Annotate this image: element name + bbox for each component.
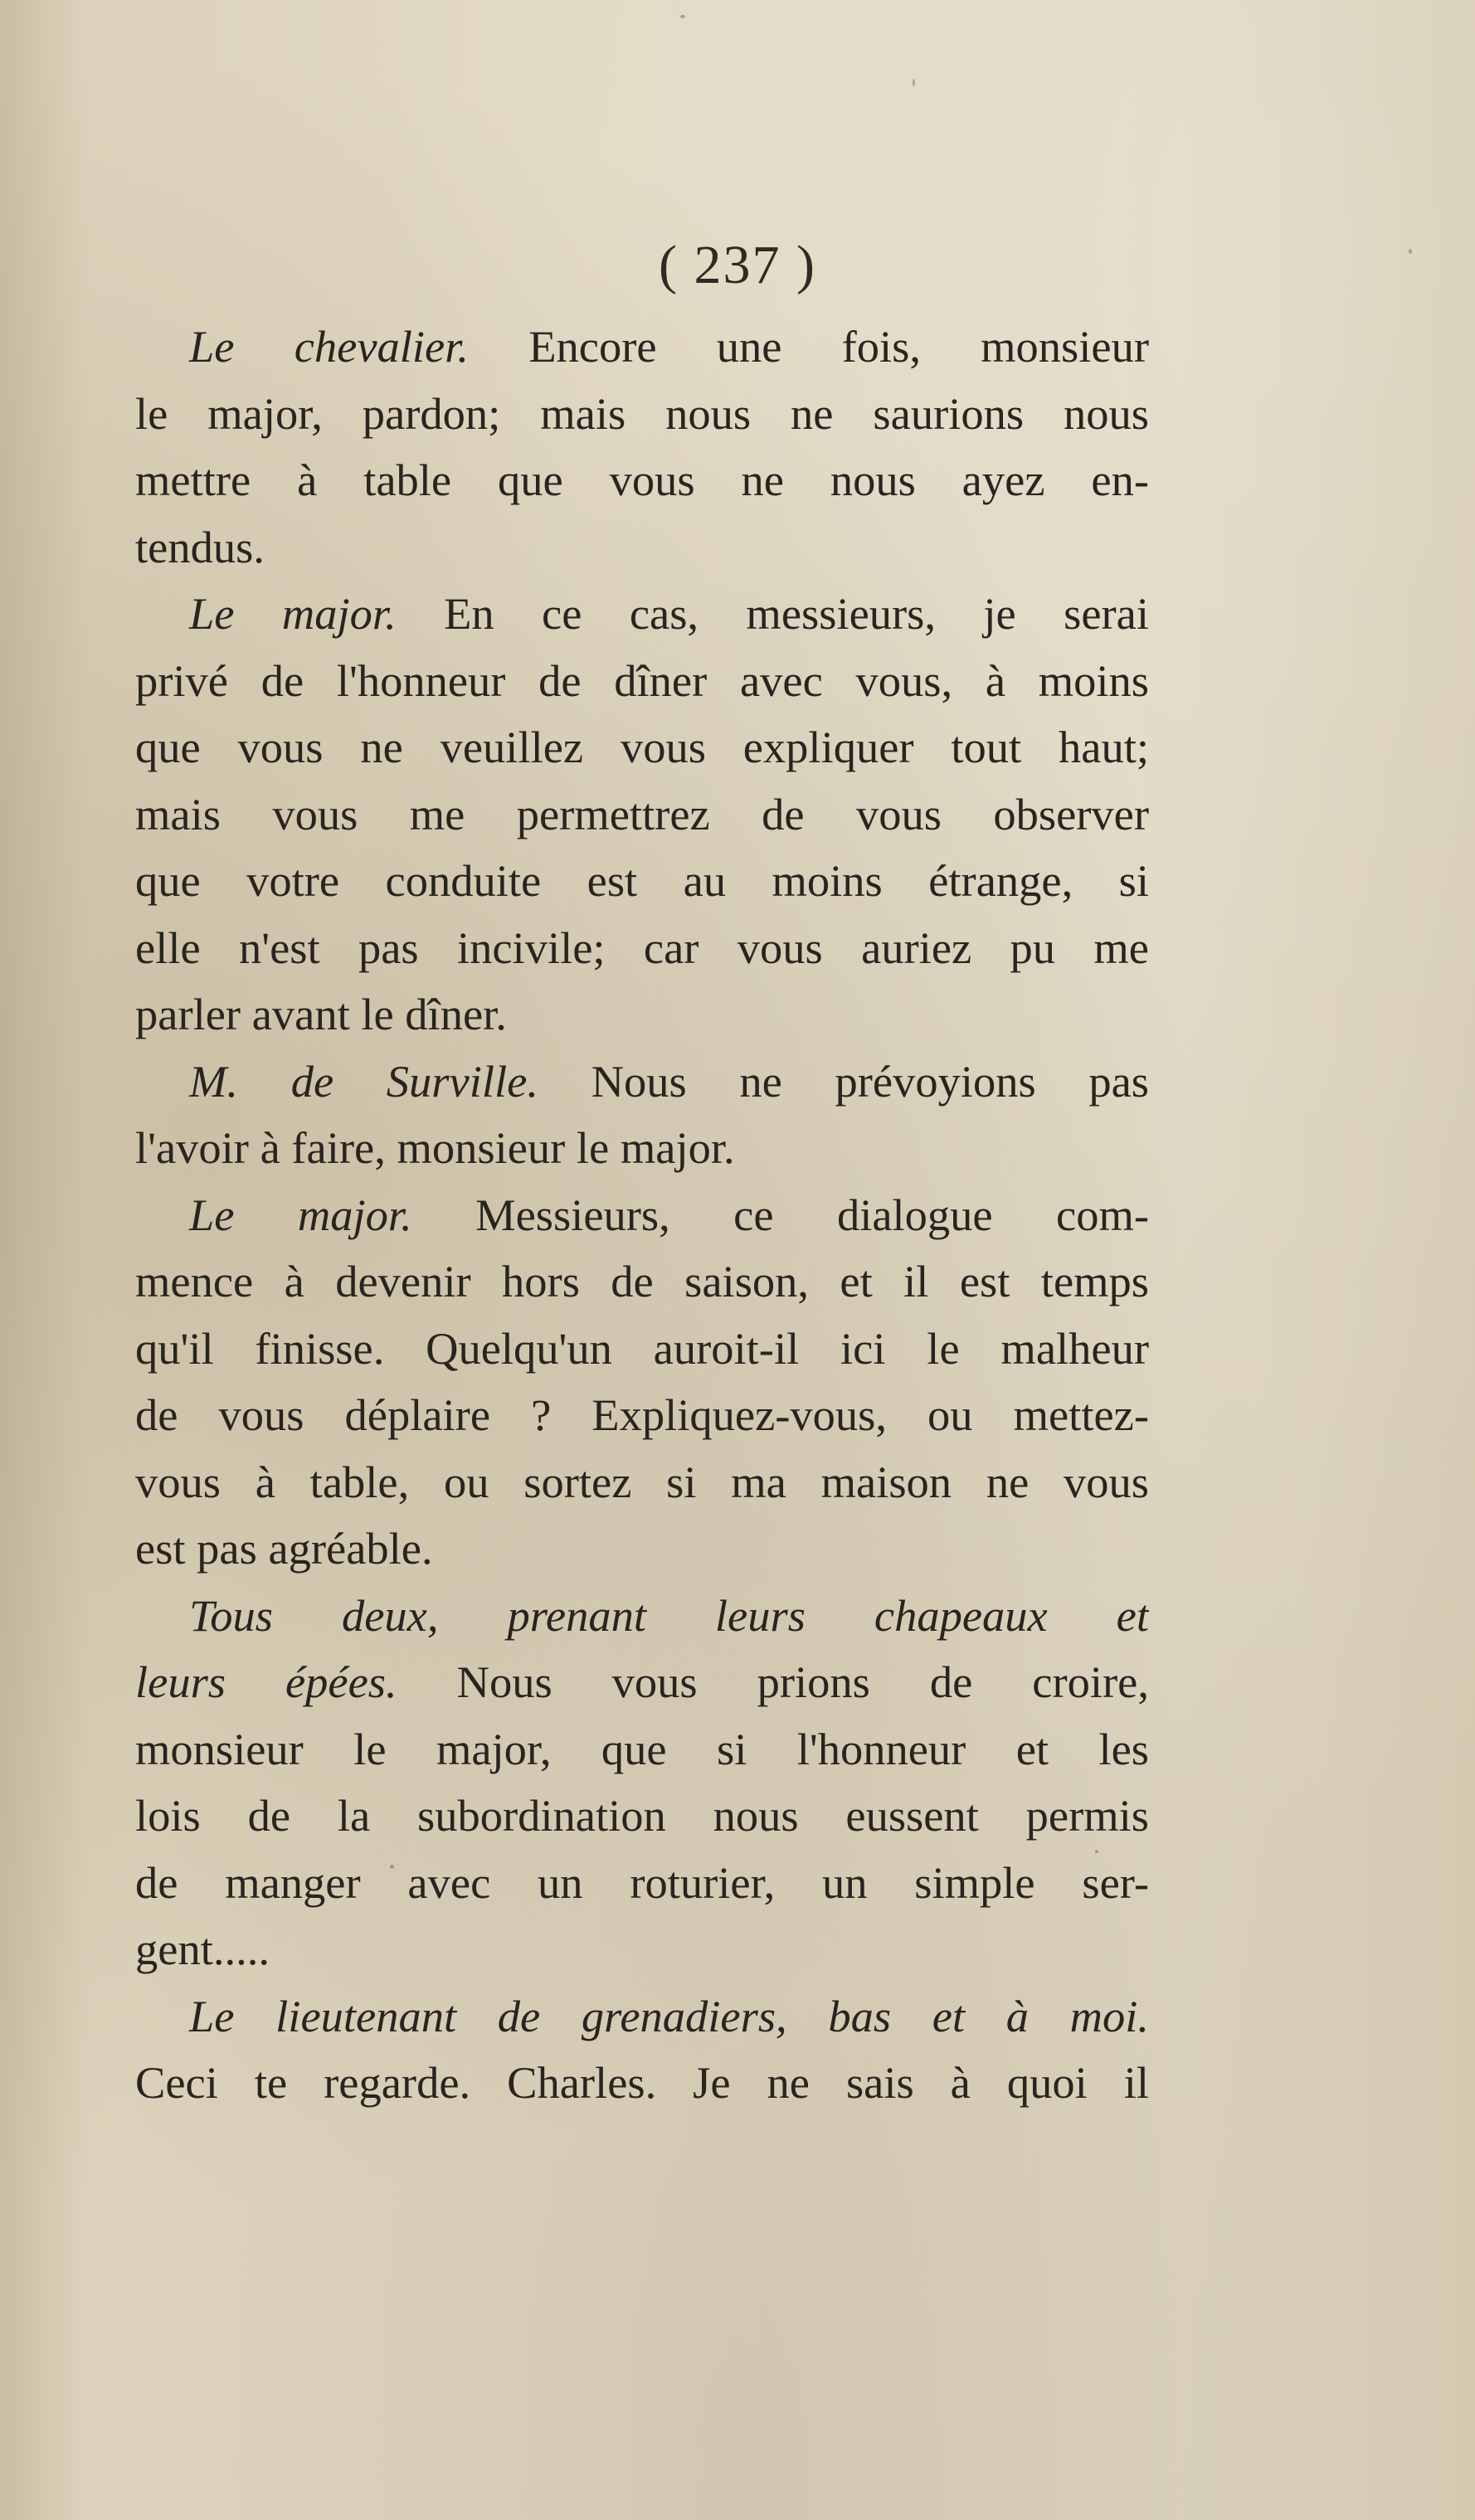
text-line <box>135 1649 1149 1716</box>
text-line <box>135 1048 1149 1116</box>
text-line <box>135 314 1149 381</box>
line-text: qu'il finisse. Quelqu'un auroit-il ici le malheur <box>135 1322 1149 1374</box>
line-text: Encore une fois, monsieur <box>469 321 1149 372</box>
text-line <box>135 1983 1149 2051</box>
text-line <box>135 1316 1149 1383</box>
line-text: que votre conduite est au moins étrange, si <box>135 855 1149 906</box>
text-line <box>135 1783 1149 1850</box>
line-text: lois de la subordination nous eussent permis <box>135 1790 1149 1841</box>
text-line <box>135 1850 1149 1917</box>
line-text: de manger avec un roturier, un simple ser- <box>135 1856 1149 1908</box>
text-line <box>135 981 1149 1048</box>
speaker-italic-text: Le major. <box>189 588 397 639</box>
line-text: le major, pardon; mais nous ne saurions nous <box>135 387 1149 439</box>
text-line <box>135 915 1149 982</box>
line-text: mais vous me permettrez de vous observer <box>135 788 1149 839</box>
text-line <box>135 1182 1149 1249</box>
line-text: mence à devenir hors de saison, et il est temps <box>135 1256 1149 1306</box>
line-text: privé de l'honneur de dîner avec vous, à moins <box>135 654 1149 706</box>
text-line <box>135 648 1149 715</box>
line-text: Messieurs, ce dialogue com- <box>411 1189 1149 1240</box>
text-line <box>135 1716 1149 1783</box>
text-line <box>135 848 1149 915</box>
text-line <box>135 1382 1149 1449</box>
text-line <box>135 1248 1149 1316</box>
line-text: tendus. <box>135 521 265 572</box>
line-text: de vous déplaire ? Expliquez-vous, ou mettez- <box>135 1389 1149 1440</box>
speaker-italic-text: Le major. <box>189 1189 412 1240</box>
line-text: En ce cas, messieurs, je serai <box>396 588 1149 639</box>
text-line <box>135 447 1149 514</box>
text-line <box>135 1916 1149 1983</box>
text-line <box>135 1515 1149 1583</box>
line-text: Nous ne prévoyions pas <box>538 1055 1149 1107</box>
line-text: l'avoir à faire, monsieur le major. <box>135 1122 735 1173</box>
speaker-italic-text: Le lieutenant de grenadiers, bas et à moi. <box>189 1990 1149 2041</box>
line-text: vous à table, ou sortez si ma maison ne vous <box>135 1456 1149 1507</box>
line-text: Nous vous prions de croire, <box>397 1656 1149 1707</box>
text-line <box>135 781 1149 849</box>
text-line <box>135 714 1149 781</box>
line-text: mettre à table que vous ne nous ayez en- <box>135 455 1149 505</box>
line-text: est pas agréable. <box>135 1523 433 1574</box>
line-text: monsieur le major, que si l'honneur et les <box>135 1723 1149 1774</box>
text-line <box>135 1115 1149 1182</box>
text-line <box>135 514 1149 581</box>
speaker-italic-text: Tous deux, prenant leurs chapeaux et <box>189 1589 1149 1641</box>
text-line <box>135 2050 1149 2117</box>
line-text: parler avant le dîner. <box>135 989 507 1039</box>
speaker-italic-text: Le chevalier. <box>189 321 470 372</box>
line-text: gent..... <box>135 1924 270 1974</box>
page-number: ( 237 ) <box>659 235 816 295</box>
line-text: que vous ne veuillez vous expliquer tout haut; <box>135 722 1149 772</box>
speaker-italic-text: leurs épées. <box>135 1656 397 1707</box>
body-text <box>135 314 1149 2117</box>
line-text: elle n'est pas incivile; car vous auriez pu me <box>135 922 1149 973</box>
text-line <box>135 1583 1149 1650</box>
text-line <box>135 1449 1149 1516</box>
text-line <box>135 381 1149 448</box>
text-line <box>135 581 1149 648</box>
line-text: Ceci te regarde. Charles. Je ne sais à quoi il <box>135 2057 1149 2108</box>
speaker-italic-text: M. de Surville. <box>189 1055 538 1107</box>
